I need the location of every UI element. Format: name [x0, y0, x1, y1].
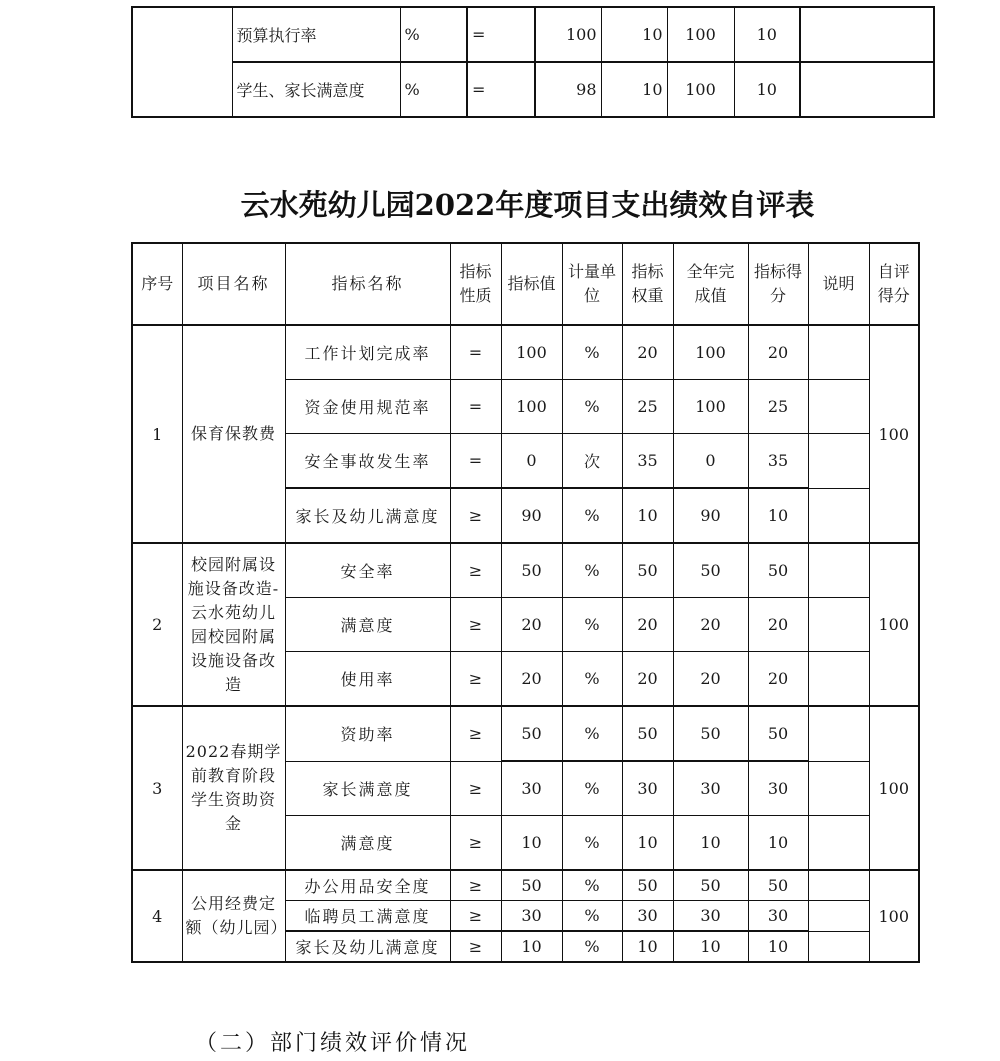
unit-cell: % [562, 325, 622, 380]
indicator-cell: 工作计划完成率 [285, 325, 450, 380]
header-project: 项目名称 [182, 243, 285, 325]
header-self-score: 自评得分 [869, 243, 919, 325]
unit-cell: % [562, 488, 622, 543]
project-name-cell: 公用经费定额（幼儿园） [182, 870, 285, 962]
indicator-cell: 使用率 [285, 652, 450, 707]
score-cell: 50 [748, 543, 808, 598]
self-score-cell: 100 [869, 543, 919, 706]
weight-cell: 20 [622, 652, 673, 707]
header-nature: 指标性质 [450, 243, 501, 325]
actual-cell: 20 [673, 598, 748, 652]
note-cell [808, 488, 869, 543]
target-cell: 20 [501, 652, 562, 707]
note-cell [808, 543, 869, 598]
weight-cell: 25 [622, 380, 673, 434]
unit-cell: % [562, 598, 622, 652]
score-cell: 50 [748, 706, 808, 761]
target-cell: 90 [501, 488, 562, 543]
nature-cell: ≥ [450, 870, 501, 901]
note-cell [808, 598, 869, 652]
score: 10 [734, 7, 800, 62]
seq-cell: 1 [132, 325, 182, 543]
page-title: 云水苑幼儿园2022年度项目支出绩效自评表 [240, 188, 815, 222]
score-cell: 35 [748, 434, 808, 489]
score-cell: 10 [748, 931, 808, 962]
score: 10 [734, 62, 800, 117]
header-weight: 指标权重 [622, 243, 673, 325]
unit-cell: % [562, 543, 622, 598]
target-cell: 50 [501, 543, 562, 598]
nature-cell: ≥ [450, 488, 501, 543]
weight-cell: 30 [622, 901, 673, 932]
unit-cell: % [562, 706, 622, 761]
score-cell: 30 [748, 761, 808, 816]
self-score-cell: 100 [869, 325, 919, 543]
project-name-cell: 保育保教费 [182, 325, 285, 543]
note-cell [808, 325, 869, 380]
seq-cell: 2 [132, 543, 182, 706]
weight: 10 [601, 7, 667, 62]
weight-cell: 50 [622, 543, 673, 598]
unit-cell: % [562, 901, 622, 932]
previous-table-continuation [131, 6, 935, 118]
weight-cell: 10 [622, 488, 673, 543]
section-heading: （二）部门绩效评价情况 [195, 1031, 471, 1056]
weight-cell: 20 [622, 325, 673, 380]
note-cell [808, 706, 869, 761]
actual-cell: 50 [673, 870, 748, 901]
seq-cell: 3 [132, 706, 182, 870]
indicator-cell: 家长及幼儿满意度 [285, 488, 450, 543]
nature-cell: ≥ [450, 652, 501, 707]
target-cell: 0 [501, 434, 562, 489]
header-actual: 全年完成值 [673, 243, 748, 325]
header-indicator: 指标名称 [285, 243, 450, 325]
score-cell: 25 [748, 380, 808, 434]
unit-cell: % [562, 870, 622, 901]
nature-cell: ≥ [450, 931, 501, 962]
self-score-cell: 100 [869, 706, 919, 870]
actual-cell: 30 [673, 761, 748, 816]
target-cell: 30 [501, 901, 562, 932]
nature-cell: = [450, 325, 501, 380]
unit: % [400, 7, 467, 62]
nature-cell: = [450, 434, 501, 489]
actual-cell: 10 [673, 816, 748, 871]
actual-cell: 10 [673, 931, 748, 962]
note [800, 62, 934, 117]
actual-value: 100 [667, 62, 734, 117]
actual-cell: 50 [673, 543, 748, 598]
weight-cell: 35 [622, 434, 673, 489]
target-cell: 50 [501, 870, 562, 901]
nature-cell: = [450, 380, 501, 434]
project-name-cell: 校园附属设施设备改造-云水苑幼儿园校园附属设施设备改造 [182, 543, 285, 706]
project-name-cell: 2022春期学前教育阶段学生资助资金 [182, 706, 285, 870]
table-row [132, 870, 919, 901]
table-row [132, 7, 934, 62]
note-cell [808, 931, 869, 962]
note-cell [808, 652, 869, 707]
indicator-cell: 资助率 [285, 706, 450, 761]
nature-cell: ≥ [450, 901, 501, 932]
nature-cell: ≥ [450, 706, 501, 761]
score-cell: 10 [748, 488, 808, 543]
actual-cell: 0 [673, 434, 748, 489]
header-unit: 计量单位 [562, 243, 622, 325]
note-cell [808, 901, 869, 932]
actual-cell: 30 [673, 901, 748, 932]
target-cell: 50 [501, 706, 562, 761]
score-cell: 20 [748, 652, 808, 707]
nature-cell: ≥ [450, 816, 501, 871]
unit-cell: % [562, 931, 622, 962]
indicator-name: 预算执行率 [232, 7, 400, 62]
actual-cell: 100 [673, 380, 748, 434]
actual-value: 100 [667, 7, 734, 62]
target-cell: 10 [501, 816, 562, 871]
merged-empty-cell [132, 7, 232, 117]
self-score-cell: 100 [869, 870, 919, 962]
target-cell: 10 [501, 931, 562, 962]
target-value: 100 [535, 7, 601, 62]
header-score: 指标得分 [748, 243, 808, 325]
score-cell: 20 [748, 325, 808, 380]
target-cell: 30 [501, 761, 562, 816]
header-note: 说明 [808, 243, 869, 325]
unit-cell: % [562, 380, 622, 434]
weight: 10 [601, 62, 667, 117]
note-cell [808, 816, 869, 871]
actual-cell: 50 [673, 706, 748, 761]
indicator-nature: = [467, 62, 535, 117]
table-row [132, 325, 919, 380]
indicator-name: 学生、家长满意度 [232, 62, 400, 117]
actual-cell: 20 [673, 652, 748, 707]
note-cell [808, 870, 869, 901]
nature-cell: ≥ [450, 598, 501, 652]
weight-cell: 10 [622, 816, 673, 871]
header-row [132, 243, 919, 325]
note-cell [808, 761, 869, 816]
indicator-cell: 安全率 [285, 543, 450, 598]
indicator-cell: 办公用品安全度 [285, 870, 450, 901]
score-cell: 30 [748, 901, 808, 932]
actual-cell: 90 [673, 488, 748, 543]
header-target: 指标值 [501, 243, 562, 325]
target-cell: 100 [501, 380, 562, 434]
indicator-nature: = [467, 7, 535, 62]
unit-cell: 次 [562, 434, 622, 489]
note-cell [808, 434, 869, 489]
nature-cell: ≥ [450, 761, 501, 816]
performance-self-evaluation-table [131, 242, 920, 963]
indicator-cell: 家长满意度 [285, 761, 450, 816]
score-cell: 10 [748, 816, 808, 871]
indicator-cell: 临聘员工满意度 [285, 901, 450, 932]
weight-cell: 50 [622, 870, 673, 901]
weight-cell: 10 [622, 931, 673, 962]
target-value: 98 [535, 62, 601, 117]
indicator-cell: 家长及幼儿满意度 [285, 931, 450, 962]
indicator-cell: 资金使用规范率 [285, 380, 450, 434]
score-cell: 20 [748, 598, 808, 652]
weight-cell: 30 [622, 761, 673, 816]
unit-cell: % [562, 652, 622, 707]
weight-cell: 50 [622, 706, 673, 761]
actual-cell: 100 [673, 325, 748, 380]
unit: % [400, 62, 467, 117]
table-row [132, 706, 919, 761]
target-cell: 100 [501, 325, 562, 380]
note-cell [808, 380, 869, 434]
indicator-cell: 满意度 [285, 598, 450, 652]
score-cell: 50 [748, 870, 808, 901]
unit-cell: % [562, 761, 622, 816]
table-row [132, 62, 934, 117]
table-row [132, 543, 919, 598]
seq-cell: 4 [132, 870, 182, 962]
note [800, 7, 934, 62]
indicator-cell: 安全事故发生率 [285, 434, 450, 489]
header-seq: 序号 [132, 243, 182, 325]
indicator-cell: 满意度 [285, 816, 450, 871]
target-cell: 20 [501, 598, 562, 652]
unit-cell: % [562, 816, 622, 871]
nature-cell: ≥ [450, 543, 501, 598]
weight-cell: 20 [622, 598, 673, 652]
